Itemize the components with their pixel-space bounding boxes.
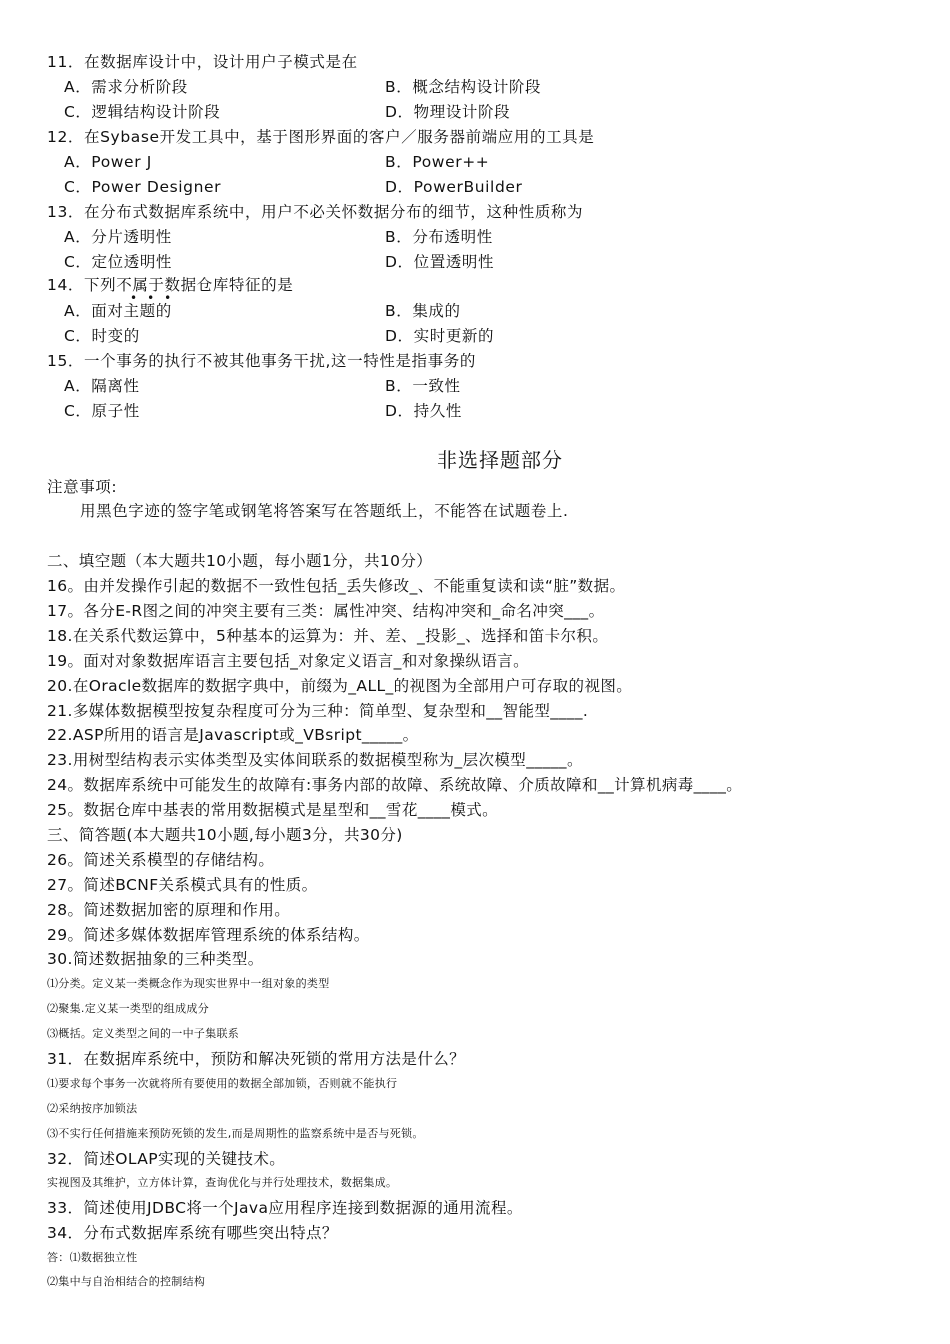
fill-24: 24。数据库系统中可能发生的故障有:事务内部的故障、系统故障、介质故障和__计算机病毒____。 bbox=[47, 776, 743, 794]
option-12-d: D．PowerBuilder bbox=[385, 178, 523, 196]
short-header: 三、简答题(本大题共10小题,每小题3分，共30分) bbox=[47, 826, 403, 844]
option-15-a: A．隔离性 bbox=[64, 377, 140, 395]
question-15: 15．一个事务的执行不被其他事务干扰,这一特性是指事务的 bbox=[47, 352, 476, 370]
answer-32: 实视图及其维护，立方体计算，查询优化与并行处理技术，数据集成。 bbox=[47, 1176, 398, 1189]
fill-22: 22.ASP所用的语言是Javascript或_VBsript_____。 bbox=[47, 726, 419, 744]
short-27: 27。简述BCNF关系模式具有的性质。 bbox=[47, 876, 318, 894]
fill-18: 18.在关系代数运算中，5种基本的运算为：并、差、_投影_、选择和笛卡尔积。 bbox=[47, 627, 609, 645]
option-13-b: B．分布透明性 bbox=[385, 228, 493, 246]
option-11-c: C．逻辑结构设计阶段 bbox=[64, 103, 221, 121]
answer-30-1: ⑴分类。定义某一类概念作为现实世界中一组对象的类型 bbox=[47, 977, 330, 990]
option-14-c: C．时变的 bbox=[64, 327, 140, 345]
option-12-b: B．Power++ bbox=[385, 153, 490, 171]
section-title: 非选择题部分 bbox=[437, 448, 563, 472]
option-13-a: A．分片透明性 bbox=[64, 228, 172, 246]
option-11-a: A．需求分析阶段 bbox=[64, 78, 188, 96]
fill-header: 二、填空题（本大题共10小题，每小题1分，共10分） bbox=[47, 552, 433, 570]
answer-31-3: ⑶不实行任何措施来预防死锁的发生,而是周期性的监察系统中是否与死锁。 bbox=[47, 1127, 424, 1140]
question-12: 12．在Sybase开发工具中，基于图形界面的客户／服务器前端应用的工具是 bbox=[47, 128, 595, 146]
fill-21: 21.多媒体数据模型按复杂程度可分为三种：简单型、复杂型和__智能型____. bbox=[47, 702, 589, 720]
question-13: 13．在分布式数据库系统中，用户不必关怀数据分布的细节，这种性质称为 bbox=[47, 203, 584, 221]
question-32: 32．简述OLAP实现的关键技术。 bbox=[47, 1150, 286, 1168]
option-12-a: A．Power J bbox=[64, 153, 152, 171]
answer-31-2: ⑵采纳按序加锁法 bbox=[47, 1102, 138, 1115]
option-12-c: C．Power Designer bbox=[64, 178, 222, 196]
option-13-d: D．位置透明性 bbox=[385, 253, 495, 271]
question-33: 33．简述使用JDBC将一个Java应用程序连接到数据源的通用流程。 bbox=[47, 1199, 523, 1217]
question-31: 31．在数据库系统中，预防和解决死锁的常用方法是什么？ bbox=[47, 1050, 466, 1068]
fill-17: 17。各分E-R图之间的冲突主要有三类：属性冲突、结构冲突和_命名冲突___。 bbox=[47, 602, 605, 620]
option-15-c: C．原子性 bbox=[64, 402, 140, 420]
fill-20: 20.在Oracle数据库的数据字典中，前缀为_ALL_的视图为全部用户可存取的视图。 bbox=[47, 677, 633, 695]
answer-30-3: ⑶概括。定义类型之间的一中子集联系 bbox=[47, 1027, 240, 1040]
option-15-b: B．一致性 bbox=[385, 377, 461, 395]
emphasis-dots: ••• bbox=[130, 291, 182, 305]
option-14-b: B．集成的 bbox=[385, 302, 461, 320]
fill-23: 23.用树型结构表示实体类型及实体间联系的数据模型称为_层次模型_____。 bbox=[47, 751, 583, 769]
notice-label: 注意事项: bbox=[47, 478, 118, 496]
fill-25: 25。数据仓库中基表的常用数据模式是星型和__雪花____模式。 bbox=[47, 801, 499, 819]
notice-text: 用黑色字迹的签字笔或钢笔将答案写在答题纸上，不能答在试题卷上. bbox=[80, 502, 569, 520]
option-14-a: A．面对主题的 bbox=[64, 302, 172, 320]
option-14-d: D．实时更新的 bbox=[385, 327, 495, 345]
short-26: 26。简述关系模型的存储结构。 bbox=[47, 851, 275, 869]
short-28: 28。简述数据加密的原理和作用。 bbox=[47, 901, 291, 919]
option-11-b: B．概念结构设计阶段 bbox=[385, 78, 542, 96]
question-14: 14．下列不属于数据仓库特征的是 bbox=[47, 276, 294, 294]
answer-30-2: ⑵聚集.定义某一类型的组成成分 bbox=[47, 1002, 209, 1015]
answer-31-1: ⑴要求每个事务一次就将所有要使用的数据全部加锁，否则就不能执行 bbox=[47, 1077, 398, 1090]
answer-34-1: 答：⑴数据独立性 bbox=[47, 1251, 138, 1264]
fill-19: 19。面对对象数据库语言主要包括_对象定义语言_和对象操纵语言。 bbox=[47, 652, 530, 670]
option-15-d: D．持久性 bbox=[385, 402, 462, 420]
short-29: 29。简述多媒体数据库管理系统的体系结构。 bbox=[47, 926, 370, 944]
answer-34-2: ⑵集中与自治相结合的控制结构 bbox=[47, 1275, 206, 1288]
option-11-d: D．物理设计阶段 bbox=[385, 103, 511, 121]
option-13-c: C．定位透明性 bbox=[64, 253, 173, 271]
short-30: 30.简述数据抽象的三种类型。 bbox=[47, 950, 264, 968]
fill-16: 16。由并发操作引起的数据不一致性包括_丢失修改_、不能重复读和读“脏”数据。 bbox=[47, 577, 626, 595]
question-34: 34．分布式数据库系统有哪些突出特点？ bbox=[47, 1224, 338, 1242]
question-11: 11．在数据库设计中，设计用户子模式是在 bbox=[47, 53, 358, 71]
